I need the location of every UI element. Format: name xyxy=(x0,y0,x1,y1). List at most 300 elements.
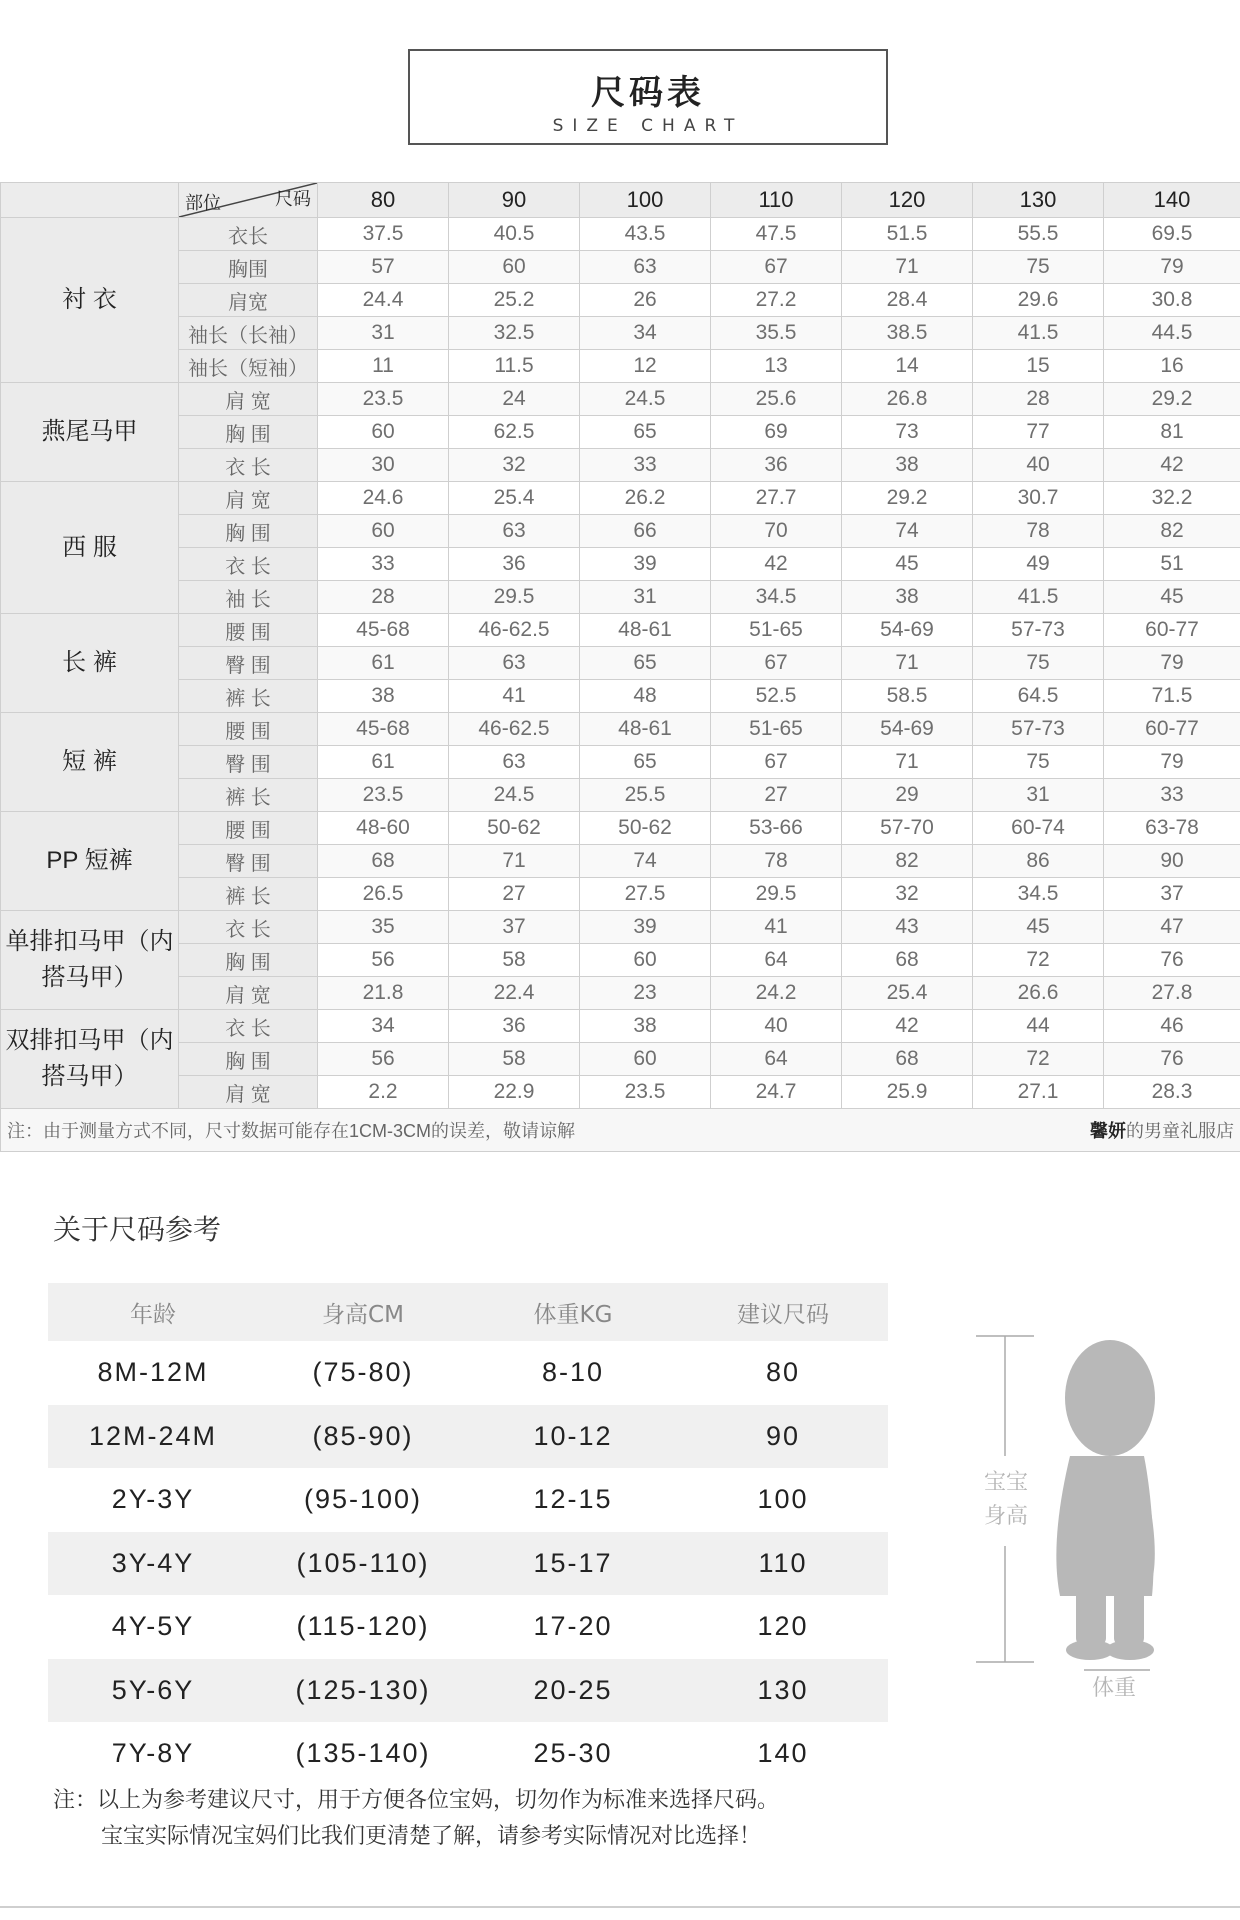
header-corner xyxy=(179,183,318,218)
reference-cell: (105-110) xyxy=(258,1532,468,1596)
size-value: 63 xyxy=(449,515,580,548)
size-value: 75 xyxy=(973,647,1104,680)
measurement-part: 裤 长 xyxy=(179,680,318,713)
measurement-note: 注：由于测量方式不同，尺寸数据可能存在1CM-3CM的误差，敬请谅解 xyxy=(7,1121,575,1141)
size-value: 38.5 xyxy=(842,317,973,350)
size-note-row xyxy=(1,1109,1240,1152)
size-value: 57 xyxy=(318,251,449,284)
size-value: 47.5 xyxy=(711,218,842,251)
size-value: 48-60 xyxy=(318,812,449,845)
size-value: 62.5 xyxy=(449,416,580,449)
size-row xyxy=(1,614,1240,647)
size-value: 44 xyxy=(973,1010,1104,1043)
size-value: 26 xyxy=(580,284,711,317)
size-value: 82 xyxy=(1104,515,1240,548)
measurement-part: 裤 长 xyxy=(179,779,318,812)
reference-cell: 3Y-4Y xyxy=(48,1532,258,1596)
size-row xyxy=(1,878,1240,911)
reference-title: 关于尺码参考 xyxy=(53,1213,222,1246)
category-label: 短 裤 xyxy=(1,713,179,812)
size-value: 26.8 xyxy=(842,383,973,416)
reference-row xyxy=(48,1468,888,1532)
reference-note-line1: 注：以上为参考建议尺寸，用于方便各位宝妈，切勿作为标准来选择尺码。 xyxy=(53,1788,780,1813)
reference-table xyxy=(48,1283,888,1786)
measurement-part: 肩 宽 xyxy=(179,977,318,1010)
reference-note xyxy=(53,1783,779,1855)
size-value: 71 xyxy=(842,746,973,779)
corner-part-label: 部位 xyxy=(185,193,221,213)
height-label-line2: 身高 xyxy=(984,1504,1029,1529)
size-row xyxy=(1,713,1240,746)
size-value: 36 xyxy=(711,449,842,482)
size-value: 26.6 xyxy=(973,977,1104,1010)
size-value: 40 xyxy=(711,1010,842,1043)
size-value: 11.5 xyxy=(449,350,580,383)
size-value: 33 xyxy=(318,548,449,581)
size-value: 77 xyxy=(973,416,1104,449)
size-value: 64 xyxy=(711,1043,842,1076)
size-value: 57-70 xyxy=(842,812,973,845)
size-value: 68 xyxy=(842,944,973,977)
size-value: 11 xyxy=(318,350,449,383)
size-value: 36 xyxy=(449,1010,580,1043)
size-value: 24.6 xyxy=(318,482,449,515)
size-note-cell xyxy=(1,1109,1240,1152)
size-value: 70 xyxy=(711,515,842,548)
size-value: 27.8 xyxy=(1104,977,1240,1010)
size-value: 31 xyxy=(580,581,711,614)
size-value: 33 xyxy=(580,449,711,482)
measurement-part: 肩 宽 xyxy=(179,482,318,515)
size-row xyxy=(1,746,1240,779)
size-value: 23.5 xyxy=(318,383,449,416)
size-row xyxy=(1,977,1240,1010)
size-value: 42 xyxy=(1104,449,1240,482)
title-box xyxy=(408,49,888,145)
size-value: 24.7 xyxy=(711,1076,842,1109)
size-value: 90 xyxy=(1104,845,1240,878)
size-value: 23.5 xyxy=(580,1076,711,1109)
size-header: 80 xyxy=(318,183,449,218)
size-value: 36 xyxy=(449,548,580,581)
size-value: 29.5 xyxy=(449,581,580,614)
corner-size-label: 尺码 xyxy=(275,189,311,209)
size-value: 66 xyxy=(580,515,711,548)
size-value: 39 xyxy=(580,548,711,581)
size-value: 57-73 xyxy=(973,713,1104,746)
size-value: 61 xyxy=(318,746,449,779)
reference-header: 身高CM xyxy=(258,1283,468,1341)
size-value: 32.2 xyxy=(1104,482,1240,515)
size-value: 32 xyxy=(842,878,973,911)
size-value: 16 xyxy=(1104,350,1240,383)
size-row xyxy=(1,515,1240,548)
size-value: 38 xyxy=(318,680,449,713)
measurement-part: 衣 长 xyxy=(179,911,318,944)
size-value: 46 xyxy=(1104,1010,1240,1043)
size-value: 72 xyxy=(973,944,1104,977)
size-value: 76 xyxy=(1104,944,1240,977)
size-value: 68 xyxy=(842,1043,973,1076)
reference-cell: 80 xyxy=(765,1357,801,1388)
size-value: 79 xyxy=(1104,746,1240,779)
size-row xyxy=(1,779,1240,812)
size-value: 81 xyxy=(1104,416,1240,449)
size-value: 27.1 xyxy=(973,1076,1104,1109)
reference-cell: 12-15 xyxy=(533,1484,613,1515)
size-value: 71.5 xyxy=(1104,680,1240,713)
size-value: 45 xyxy=(973,911,1104,944)
measurement-part: 臀 围 xyxy=(179,647,318,680)
reference-row xyxy=(48,1722,888,1786)
size-value: 31 xyxy=(318,317,449,350)
size-value: 25.6 xyxy=(711,383,842,416)
size-value: 58 xyxy=(449,944,580,977)
measurement-part: 衣 长 xyxy=(179,449,318,482)
size-value: 41 xyxy=(711,911,842,944)
size-value: 27.2 xyxy=(711,284,842,317)
size-value: 60-77 xyxy=(1104,614,1240,647)
measurement-part: 袖长（短袖） xyxy=(179,350,318,383)
size-value: 64.5 xyxy=(973,680,1104,713)
size-header: 90 xyxy=(449,183,580,218)
size-value: 54-69 xyxy=(842,713,973,746)
size-value: 31 xyxy=(973,779,1104,812)
size-value: 61 xyxy=(318,647,449,680)
size-value: 65 xyxy=(580,746,711,779)
size-value: 60 xyxy=(318,515,449,548)
reference-header-row xyxy=(48,1283,888,1341)
size-value: 38 xyxy=(842,581,973,614)
reference-cell: (85-90) xyxy=(258,1405,468,1469)
size-value: 65 xyxy=(580,647,711,680)
size-value: 48 xyxy=(580,680,711,713)
size-value: 45 xyxy=(1104,581,1240,614)
weight-label: 体重 xyxy=(1092,1676,1137,1701)
size-value: 33 xyxy=(1104,779,1240,812)
page-subtitle: SIZE CHART xyxy=(552,116,744,136)
size-value: 51.5 xyxy=(842,218,973,251)
reference-header: 体重KG xyxy=(468,1283,678,1341)
page-title: 尺码表 xyxy=(591,73,705,113)
size-value: 64 xyxy=(711,944,842,977)
size-value: 37 xyxy=(1104,878,1240,911)
size-value: 41 xyxy=(449,680,580,713)
size-value: 58 xyxy=(449,1043,580,1076)
size-value: 75 xyxy=(973,251,1104,284)
size-value: 45-68 xyxy=(318,713,449,746)
size-value: 24.5 xyxy=(580,383,711,416)
size-value: 63 xyxy=(449,746,580,779)
size-value: 82 xyxy=(842,845,973,878)
size-header: 100 xyxy=(580,183,711,218)
measurement-part: 腰 围 xyxy=(179,812,318,845)
size-value: 30.8 xyxy=(1104,284,1240,317)
size-value: 28.3 xyxy=(1104,1076,1240,1109)
size-value: 73 xyxy=(842,416,973,449)
size-row xyxy=(1,1010,1240,1043)
size-value: 37.5 xyxy=(318,218,449,251)
size-value: 24.4 xyxy=(318,284,449,317)
measurement-part: 腰 围 xyxy=(179,614,318,647)
size-value: 75 xyxy=(973,746,1104,779)
measurement-part: 衣 长 xyxy=(179,1010,318,1043)
size-value: 86 xyxy=(973,845,1104,878)
size-value: 58.5 xyxy=(842,680,973,713)
measurement-part: 袖 长 xyxy=(179,581,318,614)
size-value: 43 xyxy=(842,911,973,944)
size-row xyxy=(1,680,1240,713)
size-row xyxy=(1,284,1240,317)
size-value: 79 xyxy=(1104,647,1240,680)
measurement-part: 衣 长 xyxy=(179,548,318,581)
size-value: 34.5 xyxy=(711,581,842,614)
size-row xyxy=(1,482,1240,515)
size-value: 45-68 xyxy=(318,614,449,647)
size-value: 34.5 xyxy=(973,878,1104,911)
height-weight-figure xyxy=(972,1326,1172,1706)
size-value: 78 xyxy=(711,845,842,878)
size-value: 55.5 xyxy=(973,218,1104,251)
size-value: 60 xyxy=(449,251,580,284)
shop-name xyxy=(1090,1117,1234,1143)
size-value: 74 xyxy=(580,845,711,878)
size-value: 49 xyxy=(973,548,1104,581)
size-value: 28 xyxy=(318,581,449,614)
size-value: 27.7 xyxy=(711,482,842,515)
reference-cell: 17-20 xyxy=(533,1611,613,1642)
reference-cell: (135-140) xyxy=(295,1738,431,1769)
size-value: 40 xyxy=(973,449,1104,482)
reference-row xyxy=(48,1595,888,1659)
size-row xyxy=(1,350,1240,383)
size-value: 51 xyxy=(1104,548,1240,581)
size-value: 35.5 xyxy=(711,317,842,350)
size-value: 25.4 xyxy=(842,977,973,1010)
size-row xyxy=(1,251,1240,284)
reference-cell: 90 xyxy=(678,1405,888,1469)
reference-cell: 120 xyxy=(757,1611,809,1642)
size-value: 30.7 xyxy=(973,482,1104,515)
size-value: 35 xyxy=(318,911,449,944)
size-value: 60 xyxy=(580,944,711,977)
reference-cell: 110 xyxy=(678,1532,888,1596)
size-value: 51-65 xyxy=(711,713,842,746)
category-label: 长 裤 xyxy=(1,614,179,713)
size-row xyxy=(1,1076,1240,1109)
reference-cell: 8M-12M xyxy=(97,1357,209,1388)
size-value: 71 xyxy=(842,647,973,680)
size-value: 57-73 xyxy=(973,614,1104,647)
size-value: 29.5 xyxy=(711,878,842,911)
size-value: 27.5 xyxy=(580,878,711,911)
size-value: 42 xyxy=(711,548,842,581)
reference-cell: 130 xyxy=(678,1659,888,1723)
size-value: 37 xyxy=(449,911,580,944)
size-value: 26.2 xyxy=(580,482,711,515)
size-value: 67 xyxy=(711,251,842,284)
size-value: 12 xyxy=(580,350,711,383)
reference-row xyxy=(48,1341,888,1405)
size-row xyxy=(1,317,1240,350)
size-value: 47 xyxy=(1104,911,1240,944)
size-value: 72 xyxy=(973,1043,1104,1076)
reference-cell: 25-30 xyxy=(533,1738,613,1769)
size-value: 30 xyxy=(318,449,449,482)
size-value: 60-77 xyxy=(1104,713,1240,746)
measurement-part: 臀 围 xyxy=(179,845,318,878)
size-value: 67 xyxy=(711,647,842,680)
size-value: 42 xyxy=(842,1010,973,1043)
size-value: 32 xyxy=(449,449,580,482)
size-value: 21.8 xyxy=(318,977,449,1010)
size-value: 25.5 xyxy=(580,779,711,812)
size-row xyxy=(1,218,1240,251)
measurement-part: 腰 围 xyxy=(179,713,318,746)
measurement-part: 裤 长 xyxy=(179,878,318,911)
reference-cell: 20-25 xyxy=(468,1659,678,1723)
size-value: 27 xyxy=(711,779,842,812)
size-value: 46-62.5 xyxy=(449,713,580,746)
size-value: 23 xyxy=(580,977,711,1010)
size-value: 29.6 xyxy=(973,284,1104,317)
size-value: 71 xyxy=(449,845,580,878)
category-label: 双排扣马甲（内搭马甲） xyxy=(1,1010,179,1109)
measurement-part: 胸 围 xyxy=(179,944,318,977)
reference-cell: 10-12 xyxy=(468,1405,678,1469)
size-value: 41.5 xyxy=(973,317,1104,350)
reference-header: 建议尺码 xyxy=(678,1283,888,1341)
reference-cell: 7Y-8Y xyxy=(111,1738,195,1769)
reference-cell: (75-80) xyxy=(312,1357,414,1388)
reference-cell: 12M-24M xyxy=(48,1405,258,1469)
size-row xyxy=(1,647,1240,680)
size-value: 69 xyxy=(711,416,842,449)
size-value: 22.9 xyxy=(449,1076,580,1109)
height-label xyxy=(984,1466,1028,1534)
size-row xyxy=(1,845,1240,878)
size-row xyxy=(1,944,1240,977)
category-label: 单排扣马甲（内搭马甲） xyxy=(1,911,179,1010)
header-blank xyxy=(1,183,179,218)
category-label: 燕尾马甲 xyxy=(1,383,179,482)
size-value: 56 xyxy=(318,944,449,977)
measurement-part: 肩宽 xyxy=(179,284,318,317)
category-label: 衬 衣 xyxy=(1,218,179,383)
size-value: 24.5 xyxy=(449,779,580,812)
size-row xyxy=(1,383,1240,416)
reference-row xyxy=(48,1405,888,1469)
size-value: 25.2 xyxy=(449,284,580,317)
size-value: 38 xyxy=(842,449,973,482)
shop-name-bold: 馨妍 xyxy=(1090,1121,1126,1141)
size-value: 40.5 xyxy=(449,218,580,251)
reference-body xyxy=(48,1341,888,1786)
size-value: 56 xyxy=(318,1043,449,1076)
size-value: 13 xyxy=(711,350,842,383)
size-row xyxy=(1,416,1240,449)
size-row xyxy=(1,548,1240,581)
size-chart-table xyxy=(0,182,1240,1152)
measurement-part: 臀 围 xyxy=(179,746,318,779)
size-value: 23.5 xyxy=(318,779,449,812)
reference-row xyxy=(48,1532,888,1596)
size-value: 67 xyxy=(711,746,842,779)
size-value: 28 xyxy=(973,383,1104,416)
reference-note-line2: 宝宝实际情况宝妈们比我们更清楚了解，请参考实际情况对比选择！ xyxy=(101,1824,762,1849)
size-value: 26.5 xyxy=(318,878,449,911)
size-value: 60 xyxy=(318,416,449,449)
bottom-divider xyxy=(0,1906,1240,1908)
measurement-part: 肩 宽 xyxy=(179,383,318,416)
size-value: 48-61 xyxy=(580,614,711,647)
reference-cell: (125-130) xyxy=(258,1659,468,1723)
size-value: 76 xyxy=(1104,1043,1240,1076)
reference-cell: (115-120) xyxy=(296,1611,430,1642)
size-value: 15 xyxy=(973,350,1104,383)
size-row xyxy=(1,812,1240,845)
size-value: 27 xyxy=(449,878,580,911)
size-value: 34 xyxy=(318,1010,449,1043)
measurement-part: 胸 围 xyxy=(179,515,318,548)
size-value: 52.5 xyxy=(711,680,842,713)
category-label: PP 短裤 xyxy=(1,812,179,911)
size-header: 110 xyxy=(711,183,842,218)
size-header: 140 xyxy=(1104,183,1240,218)
size-value: 78 xyxy=(973,515,1104,548)
size-value: 45 xyxy=(842,548,973,581)
size-value: 65 xyxy=(580,416,711,449)
size-header: 130 xyxy=(973,183,1104,218)
reference-cell: 15-17 xyxy=(468,1532,678,1596)
size-value: 50-62 xyxy=(580,812,711,845)
size-value: 63 xyxy=(449,647,580,680)
measurement-part: 肩 宽 xyxy=(179,1076,318,1109)
size-value: 29.2 xyxy=(842,482,973,515)
shop-name-rest: 的男童礼服店 xyxy=(1126,1121,1234,1141)
size-row xyxy=(1,911,1240,944)
size-value: 39 xyxy=(580,911,711,944)
measurement-part: 袖长（长袖） xyxy=(179,317,318,350)
size-value: 53-66 xyxy=(711,812,842,845)
size-value: 54-69 xyxy=(842,614,973,647)
size-value: 44.5 xyxy=(1104,317,1240,350)
size-value: 63 xyxy=(580,251,711,284)
size-value: 43.5 xyxy=(580,218,711,251)
size-value: 63-78 xyxy=(1104,812,1240,845)
size-value: 2.2 xyxy=(318,1076,449,1109)
size-chart-body xyxy=(1,218,1240,1109)
size-value: 32.5 xyxy=(449,317,580,350)
size-value: 38 xyxy=(580,1010,711,1043)
size-value: 29.2 xyxy=(1104,383,1240,416)
size-value: 29 xyxy=(842,779,973,812)
size-value: 50-62 xyxy=(449,812,580,845)
size-value: 24 xyxy=(449,383,580,416)
size-row xyxy=(1,581,1240,614)
reference-cell: (95-100) xyxy=(303,1484,423,1515)
size-value: 71 xyxy=(842,251,973,284)
size-value: 46-62.5 xyxy=(449,614,580,647)
category-label: 西 服 xyxy=(1,482,179,614)
size-value: 25.9 xyxy=(842,1076,973,1109)
size-value: 51-65 xyxy=(711,614,842,647)
measurement-part: 衣长 xyxy=(179,218,318,251)
size-value: 41.5 xyxy=(973,581,1104,614)
size-value: 14 xyxy=(842,350,973,383)
size-row xyxy=(1,1043,1240,1076)
measurement-part: 胸 围 xyxy=(179,1043,318,1076)
